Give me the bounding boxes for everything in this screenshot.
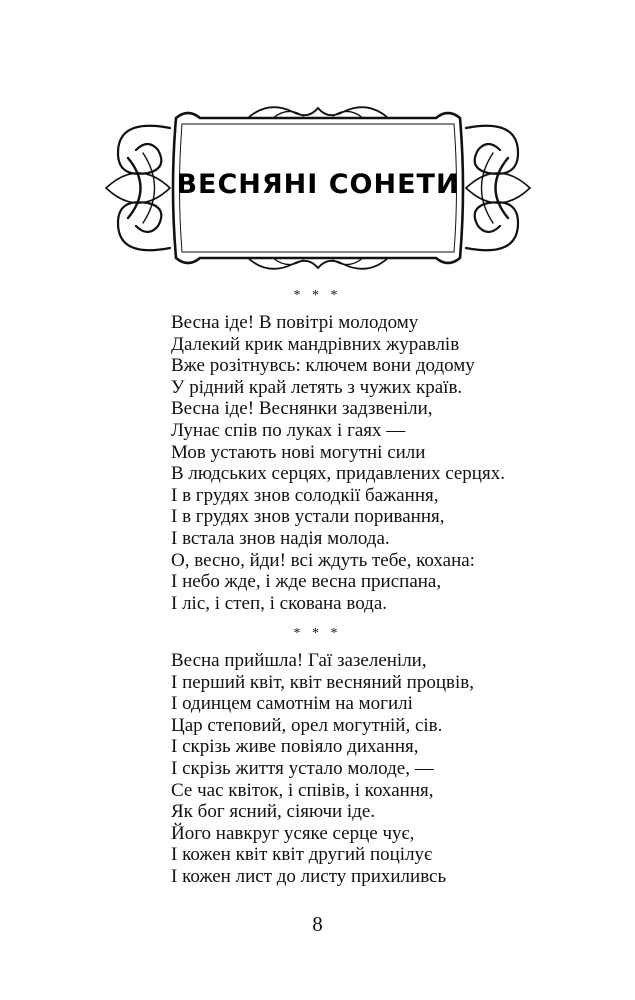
- poem-line: Як бог ясний, сіяючи іде.: [171, 801, 376, 823]
- poem-line: Вже розітнувсь: ключем вони додому: [171, 355, 475, 377]
- page-number: 8: [312, 912, 323, 936]
- poem-line: Се час квіток, і співів, і кохання,: [171, 779, 434, 801]
- poem-line: І встала знов надія молода.: [171, 527, 390, 549]
- page-title: ВЕСНЯНІ СОНЕТИ: [176, 169, 460, 200]
- poem-line: Далекий крик мандрівних журавлів: [171, 333, 460, 355]
- sonnet-separator: * * *: [293, 626, 342, 641]
- sonnet-separator: * * *: [293, 288, 342, 303]
- poem-line: І кожен квіт квіт другий поцілує: [171, 844, 433, 866]
- poem-line: І скрізь живе повіяло дихання,: [171, 736, 419, 758]
- poem-line: Весна іде! Веснянки задзвеніли,: [171, 398, 433, 420]
- poem-line: І одинцем самотнім на могилі: [171, 693, 413, 715]
- poem-line: У рідний край летять з чужих країв.: [171, 376, 463, 398]
- poem-line: В людських серцях, придавлених серцях.: [171, 463, 505, 485]
- poem-line: І ліс, і степ, і скована вода.: [171, 592, 388, 614]
- poem-line: Цар степовий, орел могутній, сів.: [171, 714, 443, 736]
- poem-line: І скрізь життя устало молоде, —: [171, 757, 434, 779]
- poem-line: І небо жде, і жде весна приспана,: [171, 571, 442, 593]
- poem-line: Лунає спів по луках і гаях —: [171, 419, 406, 441]
- sonnet-2: [171, 650, 474, 888]
- sonnet-1: [171, 312, 505, 614]
- poem-line: Мов устають нові могутні сили: [171, 441, 426, 463]
- poem-line: І кожен лист до листу прихиливсь: [171, 865, 447, 887]
- poem-line: І перший квіт, квіт весняний процвів,: [171, 671, 474, 693]
- poem-line: Весна прийшла! Гаї зазеленіли,: [171, 650, 427, 671]
- poem-line: І в грудях знов устали поривання,: [171, 506, 445, 528]
- poem-line: І в грудях знов солодкії бажання,: [171, 484, 439, 506]
- poem-line: Його навкруг усяке серце чує,: [171, 822, 415, 844]
- poem-line: Весна іде! В повітрі молодому: [171, 312, 419, 333]
- poem-line: О, весно, йди! всі ждуть тебе, кохана:: [171, 549, 475, 571]
